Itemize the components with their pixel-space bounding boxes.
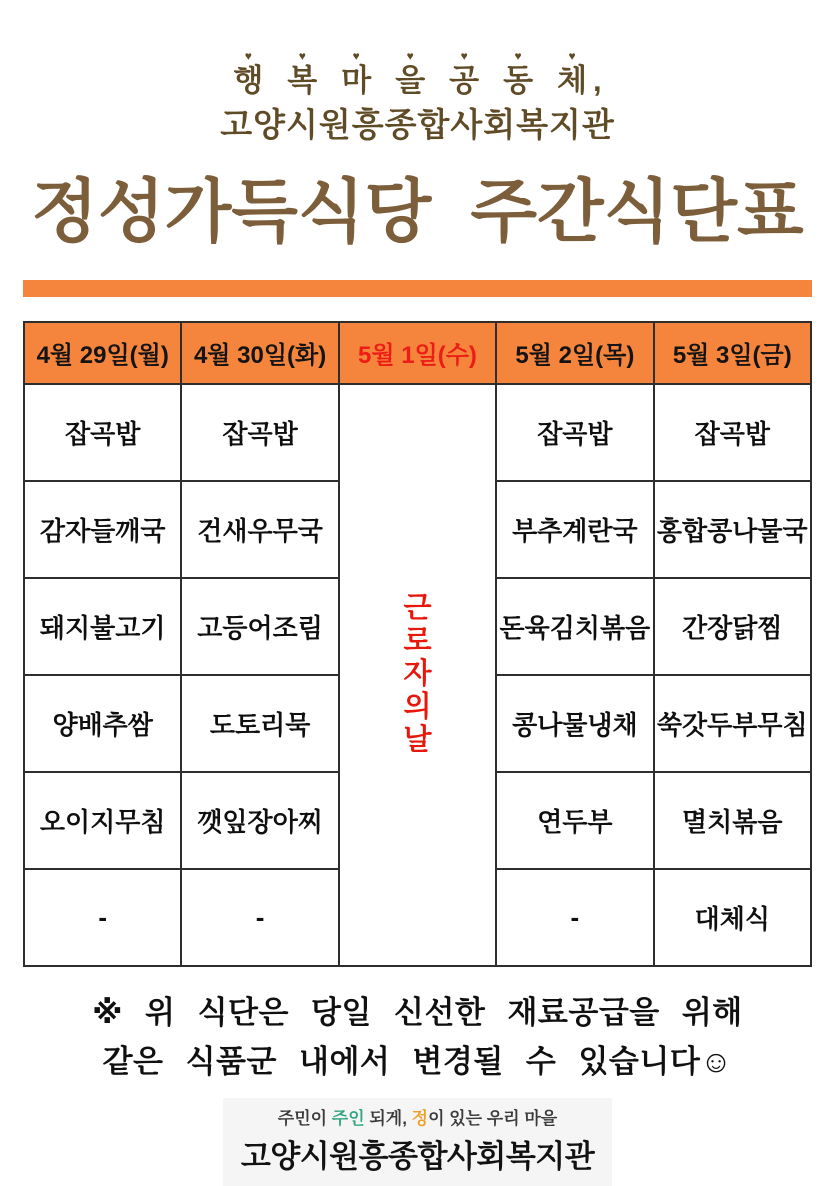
holiday-char: 근 [403, 592, 432, 625]
holiday-char: 의 [403, 691, 432, 724]
menu-item-cell: 오이지무침 [24, 772, 181, 869]
menu-header-cell: 4월 29일(월) [24, 322, 181, 384]
menu-item-cell: - [181, 869, 338, 966]
slogan-char-stack [233, 50, 263, 96]
menu-item-cell: - [496, 869, 653, 966]
menu-item-cell: 도토리묵 [181, 675, 338, 772]
slogan-char-stack [287, 50, 317, 96]
divider-bar [23, 280, 812, 297]
slogan-char: 행 [233, 63, 264, 98]
menu-item-cell: 돈육김치볶음 [496, 578, 653, 675]
menu-table [23, 321, 812, 967]
menu-item-cell: 연두부 [496, 772, 653, 869]
slogan-char: 마 [341, 63, 372, 98]
menu-item-cell: 깻잎장아찌 [181, 772, 338, 869]
menu-header-cell: 5월 3일(금) [654, 322, 811, 384]
menu-header-cell: 5월 1일(수) [339, 322, 496, 384]
menu-item-cell: 감자들깨국 [24, 481, 181, 578]
menu-item-cell: 고등어조림 [181, 578, 338, 675]
menu-item-cell: 건새우무국 [181, 481, 338, 578]
page-title: 정성가득식당 주간식단표 [31, 173, 804, 250]
holiday-char: 날 [403, 724, 432, 757]
menu-item-cell: 간장닭찜 [654, 578, 811, 675]
slogan-char: 동 [503, 63, 534, 98]
heart-icon: ♥ [568, 49, 576, 63]
menu-item-cell: 잡곡밥 [181, 384, 338, 481]
logo-name: 고양시원흥종합사회복지관 [240, 1138, 595, 1174]
slogan-char-stack [557, 50, 587, 96]
menu-item-cell: 잡곡밥 [654, 384, 811, 481]
org-logo-box [223, 1098, 612, 1186]
menu-item-cell: 양배추쌈 [24, 675, 181, 772]
community-slogan [0, 50, 835, 96]
slogan-char-stack [341, 50, 371, 96]
menu-item-cell: 홍합콩나물국 [654, 481, 811, 578]
menu-header-cell: 4월 30일(화) [181, 322, 338, 384]
heart-icon: ♥ [352, 49, 360, 63]
slogan-char: 을 [395, 63, 426, 98]
slogan-char: 복 [287, 63, 318, 98]
branding-header [0, 50, 835, 146]
slogan-char-stack [503, 50, 533, 96]
heart-icon: ♥ [298, 49, 306, 63]
notice-line-1: ※ 위 식단은 당일 신선한 재료공급을 위해 [92, 994, 743, 1030]
tagline-segment: 이 있는 우리 마을 [428, 1108, 558, 1128]
slogan-char-stack [449, 50, 479, 96]
heart-icon: ♥ [460, 49, 468, 63]
menu-item-cell: 콩나물냉채 [496, 675, 653, 772]
menu-header-row [24, 322, 811, 384]
menu-item-cell: 쑥갓두부무침 [654, 675, 811, 772]
holiday-char: 로 [403, 625, 432, 658]
menu-item-cell: 대체식 [654, 869, 811, 966]
organization-name: 고양시원흥종합사회복지관 [220, 106, 615, 143]
slogan-char: 공 [449, 63, 480, 98]
menu-item-cell: 멸치볶음 [654, 772, 811, 869]
heart-icon: ♥ [514, 49, 522, 63]
tagline-segment: 주인 [331, 1108, 365, 1128]
notice-line-2: 같은 식품군 내에서 변경될 수 있습니다☺ [102, 1044, 733, 1080]
menu-item-cell: 돼지불고기 [24, 578, 181, 675]
slogan-comma: , [593, 63, 602, 98]
heart-icon: ♥ [406, 49, 414, 63]
tagline-segment: 주민이 [277, 1108, 332, 1128]
menu-table-head [24, 322, 811, 384]
heart-icon: ♥ [244, 49, 252, 63]
menu-item-cell: - [24, 869, 181, 966]
menu-item-cell: 잡곡밥 [24, 384, 181, 481]
tagline-segment: 정 [411, 1108, 429, 1128]
holiday-char: 자 [403, 658, 432, 691]
holiday-cell [339, 384, 496, 966]
menu-row [24, 384, 811, 481]
menu-header-cell: 5월 2일(목) [496, 322, 653, 384]
menu-item-cell: 잡곡밥 [496, 384, 653, 481]
slogan-char: 체 [557, 63, 588, 98]
menu-item-cell: 부추계란국 [496, 481, 653, 578]
logo-tagline [241, 1104, 594, 1129]
slogan-char-stack [395, 50, 425, 96]
menu-table-body [24, 384, 811, 966]
org-logo [0, 1098, 835, 1186]
tagline-segment: 되게, [364, 1108, 412, 1128]
